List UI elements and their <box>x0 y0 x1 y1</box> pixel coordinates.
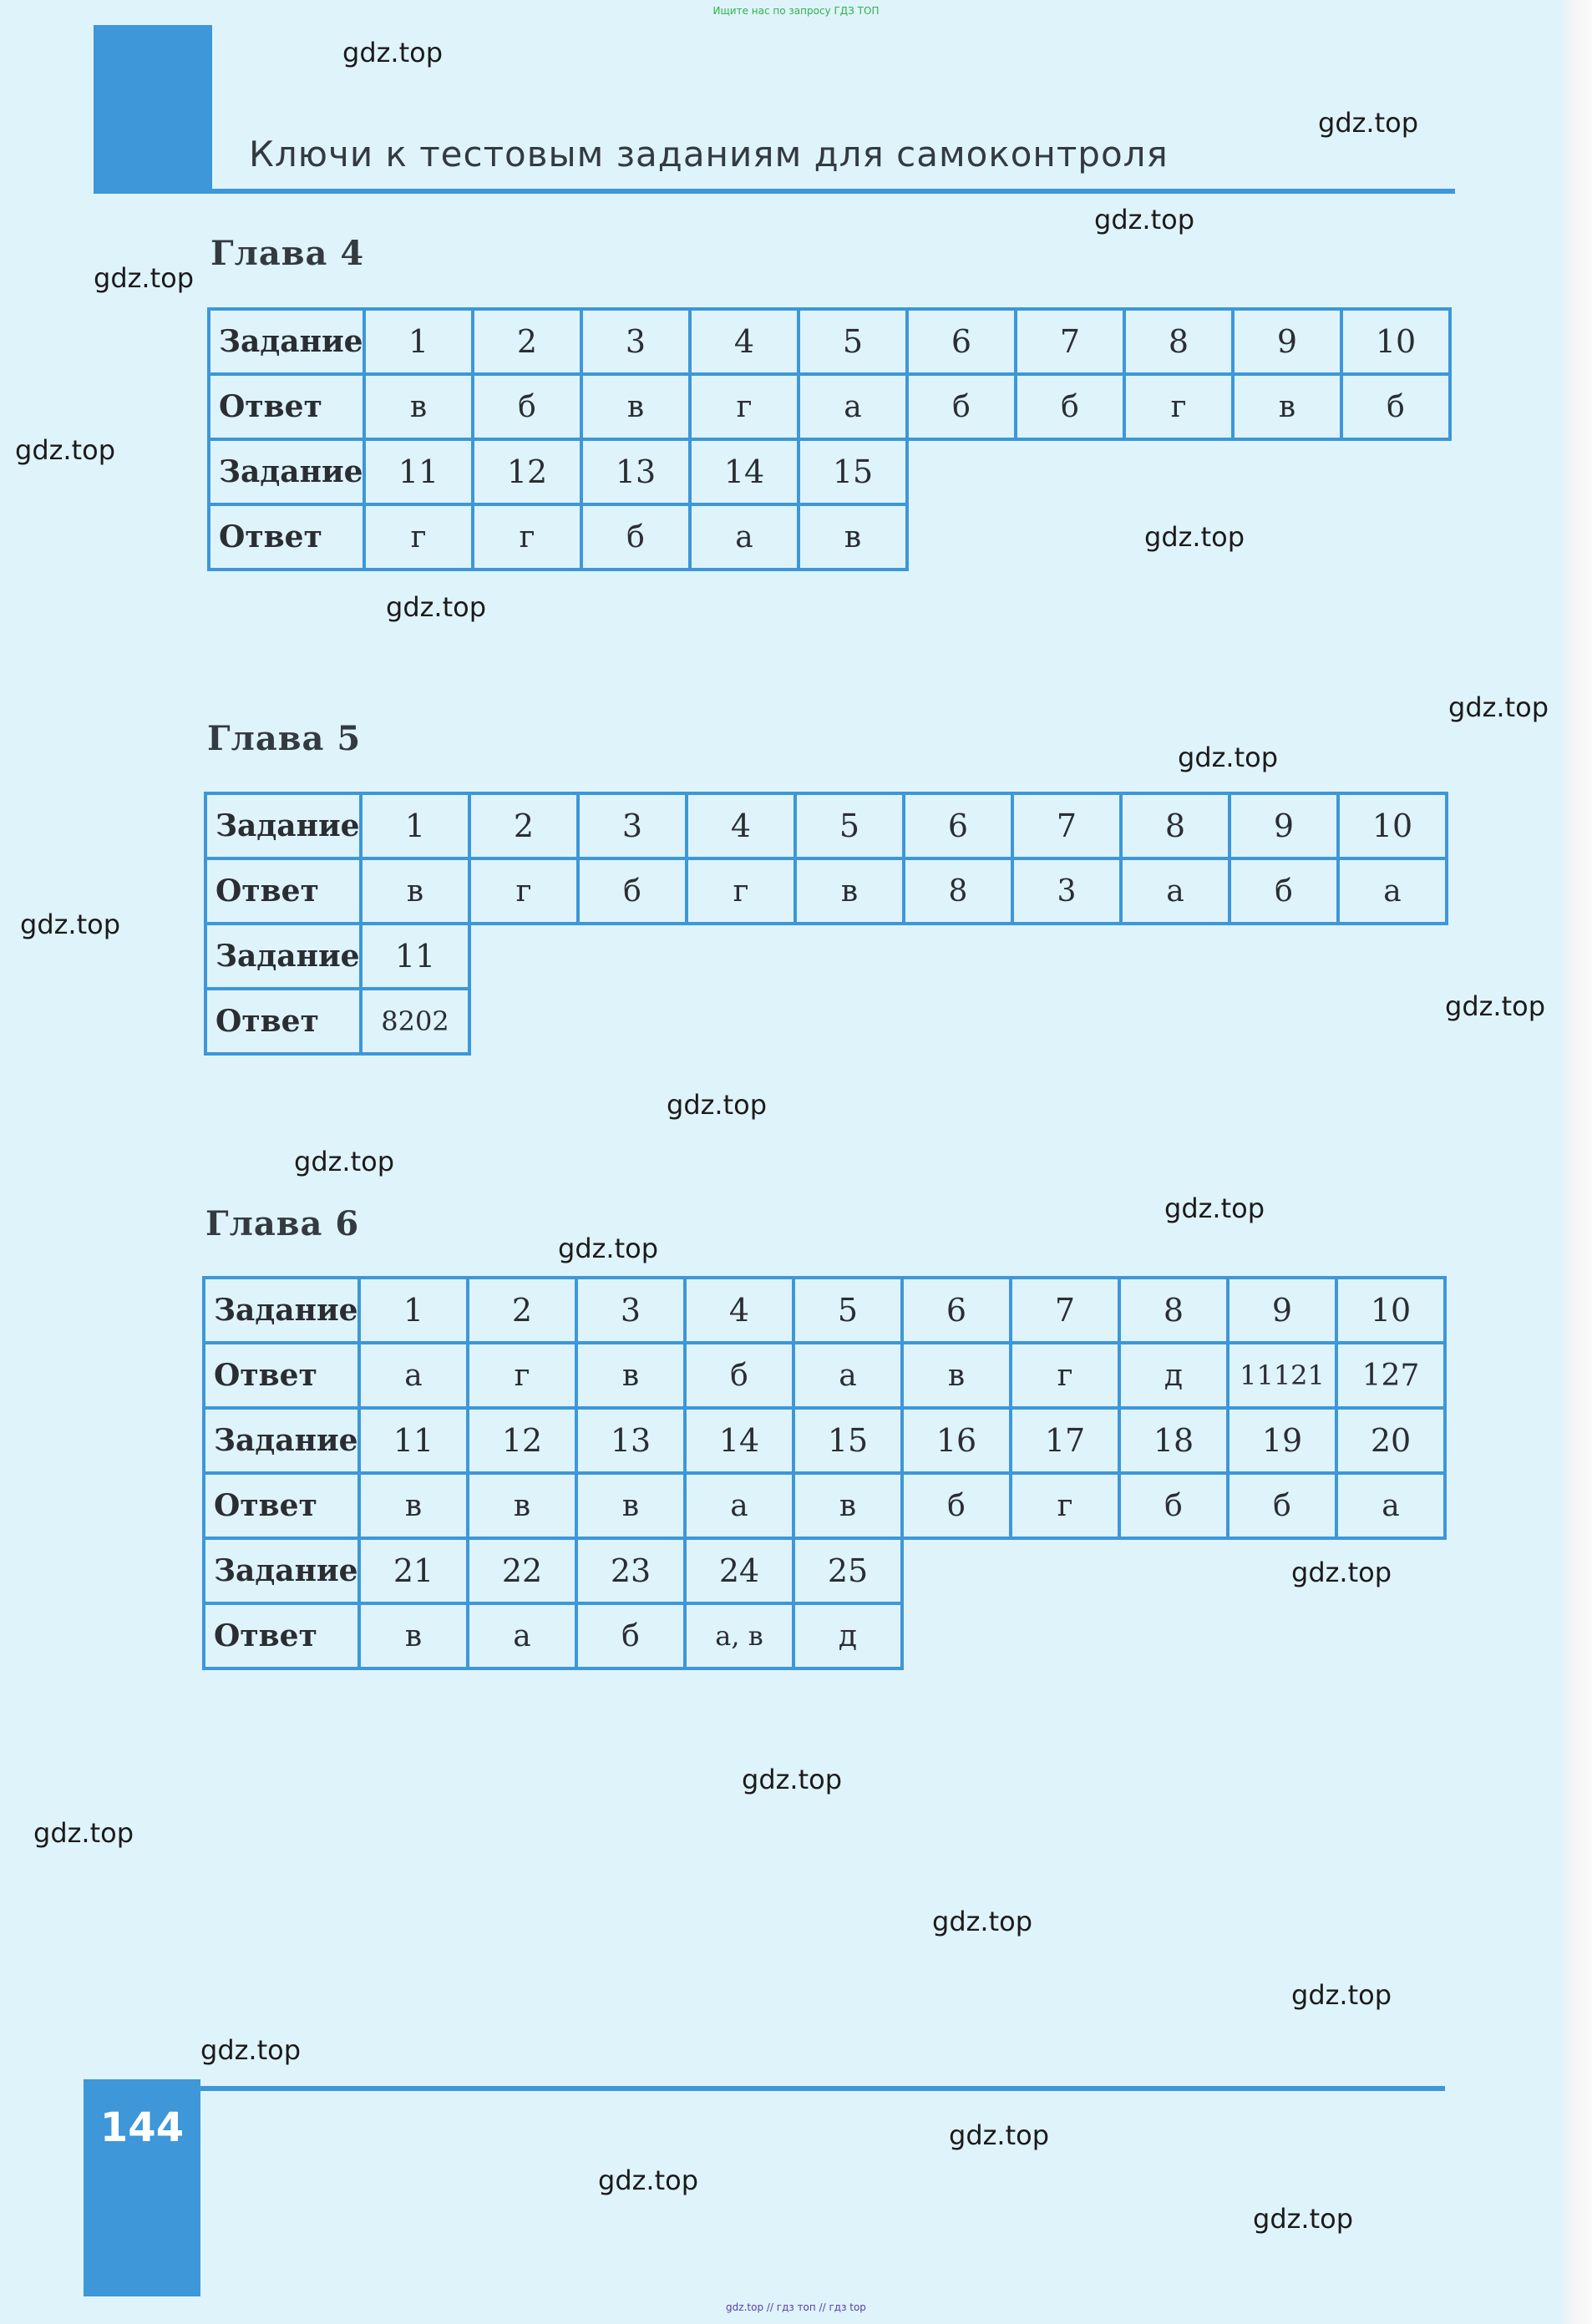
task-number-cell: 6 <box>902 792 1014 860</box>
page-edge <box>1560 0 1592 2324</box>
task-number-cell: 24 <box>683 1537 795 1605</box>
top-notice: Ищите нас по запросу ГДЗ ТОП <box>712 5 880 17</box>
task-number-cell: 10 <box>1340 307 1452 376</box>
task-number-cell: 7 <box>1011 792 1123 860</box>
answer-cell: в <box>580 372 692 441</box>
task-number-cell: 5 <box>792 1276 904 1344</box>
empty-cell <box>1011 922 1123 990</box>
empty-cell <box>1009 1602 1121 1670</box>
watermark: gdz.top <box>1291 1557 1392 1588</box>
empty-cell <box>1014 438 1126 506</box>
row-label-answer: Ответ <box>207 372 366 441</box>
empty-cell <box>1118 1537 1229 1605</box>
task-number-cell: 18 <box>1118 1406 1229 1475</box>
answer-cell: в <box>357 1471 469 1540</box>
answer-cell: г <box>1009 1471 1121 1540</box>
answer-cell: б <box>1118 1471 1229 1540</box>
watermark: gdz.top <box>1318 107 1419 139</box>
task-number-cell: 15 <box>792 1406 904 1475</box>
task-number-cell: 11 <box>357 1406 469 1475</box>
chapter-5-answer-table <box>207 795 1448 1056</box>
header-rule <box>94 189 1455 194</box>
chapter-4-answer-table <box>210 311 1452 571</box>
answer-cell: г <box>468 857 580 925</box>
answer-cell: а <box>1335 1471 1447 1540</box>
answer-cell: б <box>1226 1471 1338 1540</box>
answer-cell: в <box>797 503 909 571</box>
task-number-cell: 2 <box>466 1276 578 1344</box>
answer-cell: а, в <box>683 1602 795 1670</box>
page-number: 144 <box>99 2104 185 2151</box>
task-number-cell: 16 <box>900 1406 1012 1475</box>
task-number-cell: 25 <box>792 1537 904 1605</box>
answer-cell: г <box>688 372 800 441</box>
row-label-answer: Ответ <box>204 857 363 925</box>
empty-cell <box>576 922 688 990</box>
row-label-answer: Ответ <box>202 1341 361 1410</box>
watermark: gdz.top <box>1253 2203 1354 2235</box>
task-number-cell: 13 <box>580 438 692 506</box>
empty-cell <box>576 987 688 1056</box>
empty-cell <box>685 922 797 990</box>
answer-cell: г <box>1009 1341 1121 1410</box>
row-label-task: Задание <box>202 1537 361 1605</box>
answer-cell: б <box>575 1602 687 1670</box>
row-label-answer: Ответ <box>207 503 366 571</box>
answer-cell: а <box>792 1341 904 1410</box>
empty-cell <box>900 1602 1012 1670</box>
task-number-cell: 23 <box>575 1537 687 1605</box>
empty-cell <box>1231 503 1343 571</box>
empty-cell <box>1228 922 1340 990</box>
answer-cell: а <box>683 1471 795 1540</box>
empty-cell <box>905 503 1017 571</box>
watermark: gdz.top <box>598 2165 699 2196</box>
answer-cell: а <box>688 503 800 571</box>
answer-cell: г <box>1123 372 1235 441</box>
watermark: gdz.top <box>1178 742 1279 773</box>
page-title: Ключи к тестовым заданиям для самоконтроля <box>249 134 1169 175</box>
task-number-cell: 11 <box>359 922 471 990</box>
task-number-cell: 13 <box>575 1406 687 1475</box>
row-label-task: Задание <box>207 438 366 506</box>
empty-cell <box>1119 922 1231 990</box>
empty-cell <box>1011 987 1123 1056</box>
empty-cell <box>1231 438 1343 506</box>
chapter-6-title: Глава 6 <box>205 1204 360 1243</box>
task-number-cell: 17 <box>1009 1406 1121 1475</box>
task-number-cell: 20 <box>1335 1406 1447 1475</box>
answer-cell: б <box>580 503 692 571</box>
empty-cell <box>905 438 1017 506</box>
task-number-cell: 12 <box>471 438 583 506</box>
row-label-task: Задание <box>207 307 366 376</box>
empty-cell <box>1123 438 1235 506</box>
answer-cell: г <box>685 857 797 925</box>
empty-cell <box>1118 1602 1229 1670</box>
chapter-5-title: Глава 5 <box>207 719 362 758</box>
task-number-cell: 7 <box>1009 1276 1121 1344</box>
answer-cell: в <box>575 1341 687 1410</box>
header-tab <box>94 25 212 189</box>
answer-cell: б <box>900 1471 1012 1540</box>
empty-cell <box>1009 1537 1121 1605</box>
task-number-cell: 15 <box>797 438 909 506</box>
answer-cell: а <box>1336 857 1448 925</box>
task-number-cell: 3 <box>575 1276 687 1344</box>
task-number-cell: 19 <box>1226 1406 1338 1475</box>
empty-cell <box>1340 438 1452 506</box>
task-number-cell: 10 <box>1336 792 1448 860</box>
answer-cell: 8202 <box>359 987 471 1056</box>
empty-cell <box>685 987 797 1056</box>
task-number-cell: 22 <box>466 1537 578 1605</box>
empty-cell <box>1014 503 1126 571</box>
empty-cell <box>468 922 580 990</box>
answer-cell: в <box>792 1471 904 1540</box>
bottom-notice: gdz.top // гдз топ // гдз top <box>726 2301 866 2313</box>
watermark: gdz.top <box>15 434 116 466</box>
answer-cell: в <box>793 857 905 925</box>
watermark: gdz.top <box>1291 1979 1392 2011</box>
empty-cell <box>793 922 905 990</box>
empty-cell <box>1340 503 1452 571</box>
row-label-answer: Ответ <box>204 987 363 1056</box>
empty-cell <box>900 1537 1012 1605</box>
task-number-cell: 7 <box>1014 307 1126 376</box>
watermark: gdz.top <box>1445 990 1546 1022</box>
answer-cell: в <box>575 1471 687 1540</box>
answer-cell: д <box>1118 1341 1229 1410</box>
answer-cell: а <box>466 1602 578 1670</box>
answer-cell: в <box>466 1471 578 1540</box>
answer-cell: б <box>1014 372 1126 441</box>
empty-cell <box>1119 987 1231 1056</box>
task-number-cell: 4 <box>685 792 797 860</box>
task-number-cell: 4 <box>688 307 800 376</box>
task-number-cell: 1 <box>359 792 471 860</box>
answer-cell: 3 <box>1011 857 1123 925</box>
task-number-cell: 8 <box>1118 1276 1229 1344</box>
watermark: gdz.top <box>667 1089 768 1121</box>
watermark: gdz.top <box>386 591 487 623</box>
answer-cell: 8 <box>902 857 1014 925</box>
empty-cell <box>1336 987 1448 1056</box>
empty-cell <box>1228 987 1340 1056</box>
answer-cell: а <box>1119 857 1231 925</box>
empty-cell <box>1335 1602 1447 1670</box>
task-number-cell: 1 <box>357 1276 469 1344</box>
task-number-cell: 5 <box>793 792 905 860</box>
task-number-cell: 14 <box>688 438 800 506</box>
answer-cell: в <box>357 1602 469 1670</box>
empty-cell <box>468 987 580 1056</box>
footer-rule <box>200 2086 1445 2091</box>
empty-cell <box>902 987 1014 1056</box>
task-number-cell: 12 <box>466 1406 578 1475</box>
answer-cell: в <box>359 857 471 925</box>
answer-cell: а <box>797 372 909 441</box>
watermark: gdz.top <box>742 1764 843 1795</box>
task-number-cell: 1 <box>363 307 474 376</box>
chapter-6-answer-table <box>205 1279 1447 1670</box>
watermark: gdz.top <box>1094 204 1195 235</box>
task-number-cell: 3 <box>576 792 688 860</box>
answer-cell: в <box>363 372 474 441</box>
task-number-cell: 9 <box>1228 792 1340 860</box>
watermark: gdz.top <box>1144 521 1245 553</box>
task-number-cell: 10 <box>1335 1276 1447 1344</box>
empty-cell <box>793 987 905 1056</box>
watermark: gdz.top <box>342 37 444 68</box>
answer-cell: 127 <box>1335 1341 1447 1410</box>
task-number-cell: 5 <box>797 307 909 376</box>
task-number-cell: 4 <box>683 1276 795 1344</box>
row-label-task: Задание <box>202 1276 361 1344</box>
watermark: gdz.top <box>94 262 195 294</box>
task-number-cell: 3 <box>580 307 692 376</box>
empty-cell <box>1336 922 1448 990</box>
chapter-4-title: Глава 4 <box>210 234 365 273</box>
row-label-task: Задание <box>204 922 363 990</box>
answer-cell: б <box>905 372 1017 441</box>
watermark: gdz.top <box>33 1817 134 1849</box>
answer-cell: г <box>471 503 583 571</box>
watermark: gdz.top <box>1164 1192 1265 1224</box>
watermark: gdz.top <box>949 2119 1050 2151</box>
empty-cell <box>902 922 1014 990</box>
answer-cell: б <box>471 372 583 441</box>
answer-cell: в <box>900 1341 1012 1410</box>
answer-cell: б <box>1340 372 1452 441</box>
task-number-cell: 14 <box>683 1406 795 1475</box>
answer-cell: г <box>363 503 474 571</box>
answer-cell: б <box>1228 857 1340 925</box>
row-label-task: Задание <box>204 792 363 860</box>
task-number-cell: 8 <box>1119 792 1231 860</box>
answer-cell: д <box>792 1602 904 1670</box>
watermark: gdz.top <box>558 1233 659 1264</box>
watermark: gdz.top <box>1448 691 1549 723</box>
task-number-cell: 21 <box>357 1537 469 1605</box>
answer-cell: г <box>466 1341 578 1410</box>
watermark: gdz.top <box>20 909 121 940</box>
watermark: gdz.top <box>932 1906 1033 1937</box>
answer-cell: 11121 <box>1226 1341 1338 1410</box>
task-number-cell: 2 <box>471 307 583 376</box>
row-label-answer: Ответ <box>202 1471 361 1540</box>
answer-cell: б <box>576 857 688 925</box>
task-number-cell: 2 <box>468 792 580 860</box>
task-number-cell: 8 <box>1123 307 1235 376</box>
task-number-cell: 6 <box>900 1276 1012 1344</box>
task-number-cell: 9 <box>1231 307 1343 376</box>
task-number-cell: 6 <box>905 307 1017 376</box>
answer-cell: б <box>683 1341 795 1410</box>
watermark: gdz.top <box>200 2034 302 2066</box>
watermark: gdz.top <box>294 1146 395 1177</box>
row-label-answer: Ответ <box>202 1602 361 1670</box>
answer-cell: а <box>357 1341 469 1410</box>
answer-cell: в <box>1231 372 1343 441</box>
task-number-cell: 9 <box>1226 1276 1338 1344</box>
row-label-task: Задание <box>202 1406 361 1475</box>
task-number-cell: 11 <box>363 438 474 506</box>
empty-cell <box>1226 1602 1338 1670</box>
